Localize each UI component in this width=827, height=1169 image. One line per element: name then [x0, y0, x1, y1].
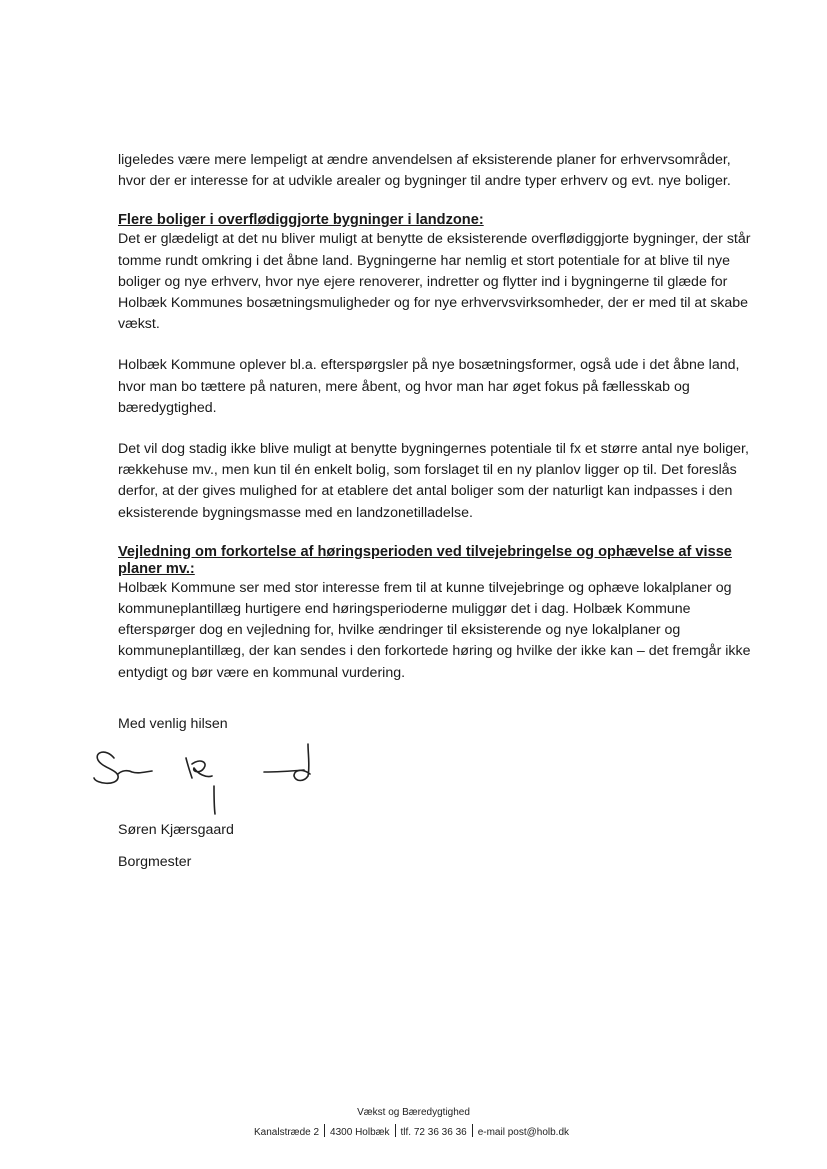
footer-separator	[472, 1124, 473, 1137]
footer-phone: tlf. 72 36 36 36	[400, 1127, 467, 1138]
footer-address: Kanalstræde 2	[254, 1127, 320, 1138]
section-paragraph: Det er glædeligt at det nu bliver muligt at benytte de eksisterende overflødiggjorte bygninger, der står tomme rundt omkring i det åbne land. Bygningerne har nemlig et stort potentiale for at blive til nye boliger og nye erhverv, hvor nye ejere renoverer, indretter og flytter ind i bygningerne til glæde for Holbæk Kommunes bosætningsmuligheder og for nye erhvervsvirksomheder, der er med til at skabe vækst.	[118, 231, 751, 333]
section-paragraph: Holbæk Kommune oplever bl.a. efterspørgsler på nye bosætningsformer, også ude i det åbne land, hvor man bo tættere på naturen, mere åbent, og hvor man har øget fokus på fællesskab og bæredygtighed.	[118, 357, 740, 416]
handwritten-signature	[88, 738, 328, 828]
letter-body	[118, 150, 758, 704]
footer-separator	[324, 1124, 325, 1137]
footer-email: e-mail post@holb.dk	[477, 1127, 570, 1138]
signer-title: Borgmester	[118, 854, 192, 870]
signer-name: Søren Kjærsgaard	[118, 822, 234, 838]
section-heading-hoeringsperiode: Vejledning om forkortelse af høringsperioden ved tilvejebringelse og ophævelse af visse planer mv.:	[118, 543, 732, 577]
footer-separator	[395, 1124, 396, 1137]
section-paragraph: Det vil dog stadig ikke blive muligt at benytte bygningernes potentiale til fx et større antal nye boliger, rækkehuse mv., men kun til én enkelt bolig, som forslaget til en ny planlov ligger op til. Det foreslås derfor, at der gives mulighed for at etablere det antal boliger som der naturligt kan indpasses i den eksisterende bygningsmasse med en landzonetilladelse.	[118, 441, 749, 521]
intro-paragraph: ligeledes være mere lempeligt at ændre anvendelsen af eksisterende planer for erhvervsområder, hvor der er interesse for at udvikle arealer og bygninger til andre typer erhverv og evt. nye boliger.	[118, 152, 731, 190]
section-paragraph: Holbæk Kommune ser med stor interesse frem til at kunne tilvejebringe og ophæve lokalplaner og kommuneplantillæg hurtigere end høringsperioderne muliggør det i dag. Holbæk Kommune efterspørger dog en vejledning for, hvilke ændringer til eksisterende og nye lokalplaner og kommuneplantillæg, der kan sendes i den forkortede høring og hvilke der ikke kan – det fremgår ikke entydigt og bør være en kommunal vurdering.	[118, 579, 751, 681]
footer-contact	[254, 1124, 569, 1140]
closing-greeting: Med venlig hilsen	[118, 716, 228, 732]
section-heading-landzone: Flere boliger i overflødiggjorte bygninger i landzone:	[118, 212, 484, 229]
footer-department: Vækst og Bæredygtighed	[357, 1107, 470, 1118]
footer-postal: 4300 Holbæk	[330, 1127, 390, 1138]
